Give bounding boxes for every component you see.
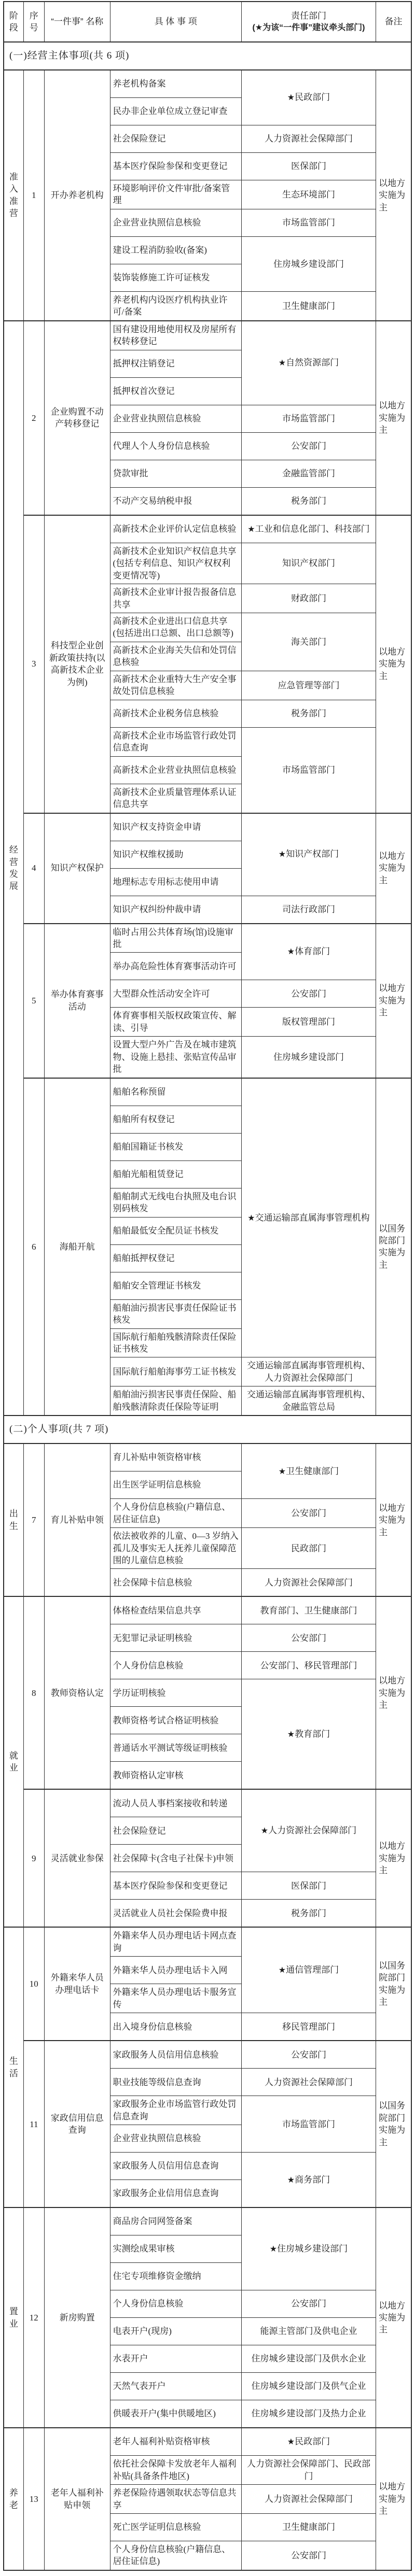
col-header-items: 具 体 事 项	[110, 2, 241, 42]
item-cell: 贷款审批	[110, 460, 241, 487]
dept-cell: ★教育部门	[241, 1679, 376, 1790]
item-cell: 知识产权维权援助	[110, 841, 241, 868]
note-cell: 以地方实施为主	[376, 70, 411, 321]
item-cell: 商品房合同网签备案	[110, 2207, 241, 2235]
item-cell: 社会保障卡(含电子社保卡)申领	[110, 1845, 241, 1872]
stage-cell: 出生	[4, 1443, 23, 1596]
item-cell: 养老机构内设医疗机构执业许可/备案	[110, 291, 241, 320]
item-cell: 无犯罪记录证明核验	[110, 1624, 241, 1652]
dept-cell: ★通信管理部门	[241, 1927, 376, 2013]
item-cell: 社会保险登记	[110, 125, 241, 153]
item-cell: 地理标志专用标志使用申请	[110, 868, 241, 896]
item-cell: 国际航行船舶残骸清除责任保险证书核发	[110, 1328, 241, 1357]
stage-cell: 生活	[4, 1927, 23, 2207]
dept-cell: 住房城乡建设部门	[241, 236, 376, 291]
dept-cell: 市场监管部门	[241, 2096, 376, 2153]
one-thing-name-cell: 灵活就业参保	[44, 1789, 110, 1927]
item-cell: 个人身份信息核验	[110, 1652, 241, 1679]
item-cell: 社会保险登记	[110, 1817, 241, 1845]
lead-dept-star-icon: ★	[287, 93, 295, 103]
lead-dept-star-icon: ★	[287, 1730, 295, 1739]
item-cell: 家政服务企业市场监管行政处罚信息查询	[110, 2096, 241, 2125]
dept-cell: 版权管理部门	[241, 1008, 376, 1037]
item-row	[4, 515, 411, 543]
dept-cell: 财政部门	[241, 584, 376, 613]
dept-cell: ★知识产权部门	[241, 813, 376, 896]
item-cell: 电表开户(现房)	[110, 2318, 241, 2345]
dept-cell: 税务部门	[241, 487, 376, 515]
item-cell: 出入境身份信息核验	[110, 2013, 241, 2041]
note-cell: 以地方实施为主	[376, 924, 411, 1078]
item-cell: 船舶安全管理证书核发	[110, 1272, 241, 1299]
table-header-row	[4, 2, 411, 42]
item-cell: 学历证明核验	[110, 1679, 241, 1707]
note-cell: 以国务院部门实施为主	[376, 1927, 411, 2041]
row-no-cell: 9	[23, 1789, 44, 1927]
dept-cell: 公安部门	[241, 432, 376, 460]
item-cell: 外籍来华人员办理电话卡网点查询	[110, 1927, 241, 1956]
dept-cell: 公安部门	[241, 2041, 376, 2069]
note-cell: 以地方实施为主	[376, 2428, 411, 2570]
item-row	[4, 1078, 411, 1106]
col-header-dept-subtitle: (★为该“一件事”建议牵头部门)	[252, 23, 365, 32]
item-cell: 体格检查结果信息共享	[110, 1596, 241, 1624]
dept-cell: ★人力资源社会保障部门	[241, 1789, 376, 1872]
item-cell: 家政服务企业信用信息查询	[110, 2180, 241, 2208]
item-cell: 高新技术企业评价认定信息核验	[110, 515, 241, 543]
item-cell: 水表开户	[110, 2345, 241, 2373]
item-cell: 教师资格考试合格证明核验	[110, 1707, 241, 1734]
item-cell: 企业营业执照信息核验	[110, 405, 241, 432]
item-cell: 外籍来华人员办理电话卡服务宣传	[110, 1984, 241, 2013]
one-thing-name-cell: 新房购置	[44, 2207, 110, 2428]
item-cell: 不动产交易纳税申报	[110, 487, 241, 515]
dept-cell: ★住房城乡建设部门	[241, 2207, 376, 2290]
dept-cell: 交通运输部直属海事管理机构、金融监管总局	[241, 1386, 376, 1416]
item-row	[4, 2207, 411, 2235]
item-cell: 企业营业执照信息核验	[110, 209, 241, 236]
item-cell: 依托社会保障卡发放老年人福利补贴(具备条件地区)	[110, 2456, 241, 2485]
dept-cell: 移民管理部门	[241, 2013, 376, 2041]
item-cell: 企业营业执照信息核验	[110, 2125, 241, 2153]
dept-cell: 公安部门	[241, 980, 376, 1008]
dept-cell: 交通运输部直属海事管理机构、人力资源社会保障部门	[241, 1357, 376, 1386]
item-cell: 流动人员人事档案接收和转递	[110, 1789, 241, 1817]
dept-cell: 生态环境部门	[241, 180, 376, 209]
dept-cell: 住房城乡建设部门及热力企业	[241, 2400, 376, 2428]
item-cell: 船舶光船租赁登记	[110, 1160, 241, 1188]
dept-cell: 金融监管部门	[241, 460, 376, 487]
item-cell: 船舶油污损害民事责任保险、船舶残骸清除责任保险等证明	[110, 1386, 241, 1416]
item-cell: 家政服务人员信用信息核验	[110, 2041, 241, 2069]
item-row	[4, 1596, 411, 1624]
item-cell: 高新技术企业质量管理体系认证信息共享	[110, 784, 241, 813]
dept-cell: 医保部门	[241, 153, 376, 180]
row-no-cell: 1	[23, 70, 44, 321]
item-row	[4, 321, 411, 350]
item-cell: 个人身份信息核验	[110, 2290, 241, 2318]
row-no-cell: 5	[23, 924, 44, 1078]
lead-dept-star-icon: ★	[278, 1966, 286, 1975]
note-cell: 以地方实施为主	[376, 2207, 411, 2428]
item-cell: 高新技术企业税务信息核验	[110, 700, 241, 727]
dept-cell: 民政部门	[241, 1528, 376, 1569]
item-cell: 职业技能等级信息查询	[110, 2069, 241, 2096]
dept-cell: 能源主管部门及供电企业	[241, 2318, 376, 2345]
dept-cell: ★交通运输部直属海事管理机构	[241, 1078, 376, 1357]
item-cell: 体育赛事相关版权政策宣传、解读、引导	[110, 1008, 241, 1037]
item-cell: 养老保险待遇领取状态等信息共享	[110, 2485, 241, 2514]
item-cell: 高新技术企业审计报告报备信息共享	[110, 584, 241, 613]
note-cell: 以国务院部门实施为主	[376, 1078, 411, 1416]
row-no-cell: 6	[23, 1078, 44, 1416]
item-cell: 个人身份信息核验(户籍信息、居住证信息)	[110, 1499, 241, 1528]
one-thing-name-cell: 育儿补贴申领	[44, 1443, 110, 1596]
item-cell: 知识产权纠纷仲裁申请	[110, 896, 241, 924]
item-cell: 社会保障卡信息核验	[110, 1569, 241, 1597]
item-cell: 船舶最低安全配员证书核发	[110, 1217, 241, 1244]
lead-dept-star-icon: ★	[269, 2245, 278, 2254]
item-cell: 高新技术企业知识产权信息共享(包括专利信息、知识产权权利变更情况等)	[110, 543, 241, 584]
dept-cell: 司法行政部门	[241, 896, 376, 924]
dept-cell: ★卫生健康部门	[241, 1443, 376, 1499]
item-cell: 死亡医学证明信息核验	[110, 2514, 241, 2541]
item-row	[4, 924, 411, 953]
col-header-note: 备注	[376, 2, 411, 42]
item-cell: 抵押权首次登记	[110, 377, 241, 405]
lead-dept-star-icon: ★	[247, 525, 255, 534]
dept-cell: 住房城乡建设部门及供水企业	[241, 2345, 376, 2373]
one-thing-name-cell: 家政信用信息查询	[44, 2041, 110, 2207]
dept-cell: 医保部门	[241, 1872, 376, 1900]
note-cell: 以地方实施为主	[376, 813, 411, 924]
item-cell: 养老机构备案	[110, 70, 241, 98]
item-cell: 家政服务人员信用信息查询	[110, 2153, 241, 2180]
item-cell: 船舶制式无线电台执照及电台识别码核发	[110, 1188, 241, 1217]
item-cell: 高新技术企业重特大生产安全事故处罚信息核验	[110, 671, 241, 700]
item-row	[4, 2041, 411, 2069]
stage-cell: 就业	[4, 1596, 23, 1927]
dept-cell: 公安部门	[241, 1499, 376, 1528]
item-cell: 依法被收养的儿童、0—3 岁纳入孤儿及事实无人抚养儿童保障范围的儿童信息核验	[110, 1528, 241, 1569]
one-thing-name-cell: 知识产权保护	[44, 813, 110, 924]
dept-cell: 人力资源社会保障部门、民政部门	[241, 2456, 376, 2485]
item-cell: 出生医学证明信息核验	[110, 1471, 241, 1499]
col-header-dept	[241, 2, 376, 42]
lead-dept-star-icon: ★	[260, 1827, 269, 1836]
dept-cell: 人力资源社会保障部门	[241, 2069, 376, 2096]
dept-cell: 公安部门	[241, 2541, 376, 2570]
item-cell: 抵押权注销登记	[110, 350, 241, 377]
dept-cell: 卫生健康部门	[241, 291, 376, 320]
dept-cell: 人力资源社会保障部门	[241, 125, 376, 153]
dept-cell: ★商务部门	[241, 2153, 376, 2208]
item-cell: 实测绘成果审核	[110, 2235, 241, 2263]
row-no-cell: 8	[23, 1596, 44, 1789]
item-cell: 老年人福利补贴资格审核	[110, 2428, 241, 2456]
item-row	[4, 70, 411, 98]
dept-cell: 人力资源社会保障部门	[241, 1569, 376, 1597]
dept-cell: 市场监管部门	[241, 727, 376, 813]
dept-cell: 应急管理等部门	[241, 671, 376, 700]
item-cell: 船舶国籍证书核发	[110, 1133, 241, 1160]
dept-cell: 公安部门、移民管理部门	[241, 1652, 376, 1679]
item-cell: 供暖表开户(集中供暖地区)	[110, 2400, 241, 2428]
note-cell: 以国务院部门实施为主	[376, 2041, 411, 2207]
note-cell: 以地方实施为主	[376, 1596, 411, 1789]
stage-cell: 经营发展	[4, 321, 23, 1416]
item-row	[4, 1443, 411, 1471]
item-cell: 普通话水平测试等级证明核验	[110, 1734, 241, 1762]
item-cell: 个人身份信息核验(户籍信息、居住证信息)	[110, 2541, 241, 2570]
item-cell: 基本医疗保险参保和变更登记	[110, 1872, 241, 1900]
item-cell: 国际航行船舶海事劳工证书核发	[110, 1357, 241, 1386]
col-header-stage: 阶段	[4, 2, 23, 42]
stage-cell: 养老	[4, 2428, 23, 2570]
lead-dept-star-icon: ★	[278, 359, 286, 368]
item-row	[4, 813, 411, 841]
dept-cell: 人力资源社会保障部门	[241, 2485, 376, 2514]
lead-dept-star-icon: ★	[287, 947, 295, 957]
dept-cell: 知识产权部门	[241, 543, 376, 584]
dept-cell: 公安部门	[241, 2290, 376, 2318]
row-no-cell: 13	[23, 2428, 44, 2570]
lead-dept-star-icon: ★	[278, 1467, 286, 1476]
section-header-row	[4, 1416, 411, 1443]
dept-cell: 市场监管部门	[241, 405, 376, 432]
dept-cell: ★民政部门	[241, 2428, 376, 2456]
item-cell: 举办高危险性体育赛事活动许可	[110, 953, 241, 980]
item-cell: 高新技术企业海关失信和处罚信息核验	[110, 642, 241, 671]
one-thing-name-cell: 老年人福利补贴申领	[44, 2428, 110, 2570]
item-cell: 天然气表开户	[110, 2373, 241, 2400]
item-cell: 船舶名称预留	[110, 1078, 241, 1106]
dept-cell: 教育部门、卫生健康部门	[241, 1596, 376, 1624]
lead-dept-star-icon: ★	[287, 2438, 295, 2447]
row-no-cell: 3	[23, 515, 44, 813]
item-cell: 船舶所有权登记	[110, 1106, 241, 1133]
item-row	[4, 2428, 411, 2456]
dept-cell: 公安部门	[241, 1624, 376, 1652]
item-cell: 环境影响评价文件审批/备案管理	[110, 180, 241, 209]
item-cell: 高新技术企业市场监管行政处罚信息查询	[110, 727, 241, 756]
dept-cell: 税务部门	[241, 700, 376, 727]
lead-dept-star-icon: ★	[247, 1213, 255, 1223]
section-header-row	[4, 42, 411, 70]
item-cell: 建设工程消防验收(备案)	[110, 236, 241, 264]
dept-cell: ★体育部门	[241, 924, 376, 980]
item-row	[4, 1927, 411, 1956]
item-cell: 船舶抵押权登记	[110, 1244, 241, 1272]
item-cell: 民办非企业单位成立登记审查	[110, 98, 241, 125]
note-cell: 以地方实施为主	[376, 1789, 411, 1927]
item-cell: 高新技术企业进出口信息共享(包括进出口总额、出口总额等)	[110, 613, 241, 642]
dept-cell: 住房城乡建设部门及供气企业	[241, 2373, 376, 2400]
one-thing-name-cell: 开办养老机构	[44, 70, 110, 321]
item-cell: 大型群众性活动安全许可	[110, 980, 241, 1008]
item-cell: 代理人个人身份信息核验	[110, 432, 241, 460]
dept-cell: 卫生健康部门	[241, 2514, 376, 2541]
row-no-cell: 4	[23, 813, 44, 924]
one-thing-name-cell: 企业购置不动产转移登记	[44, 321, 110, 515]
col-header-dept-title: 责任部门	[290, 11, 326, 21]
one-thing-name-cell: 海船开航	[44, 1078, 110, 1416]
lead-dept-star-icon: ★	[287, 2175, 295, 2185]
item-cell: 育儿补贴申领资格审核	[110, 1443, 241, 1471]
section-title: (二)个人事项(共 7 项)	[4, 1416, 411, 1443]
note-cell: 以地方实施为主	[376, 1443, 411, 1596]
row-no-cell: 11	[23, 2041, 44, 2207]
note-cell: 以地方实施为主	[376, 515, 411, 813]
item-cell: 基本医疗保险参保和变更登记	[110, 153, 241, 180]
one-thing-name-cell: 教师资格认定	[44, 1596, 110, 1789]
dept-cell: 市场监管部门	[241, 209, 376, 236]
item-cell: 教师资格认定审核	[110, 1762, 241, 1790]
dept-cell: 海关部门	[241, 613, 376, 671]
dept-cell: 住房城乡建设部门	[241, 1037, 376, 1078]
row-no-cell: 2	[23, 321, 44, 515]
col-header-no: 序号	[23, 2, 44, 42]
row-no-cell: 7	[23, 1443, 44, 1596]
row-no-cell: 10	[23, 1927, 44, 2041]
item-cell: 船舶油污损害民事责任保险证书核发	[110, 1299, 241, 1328]
item-cell: 高新技术企业营业执照信息核验	[110, 756, 241, 784]
item-cell: 装饰装修施工许可证核发	[110, 264, 241, 291]
item-cell: 临时占用公共体育场(馆)设施审批	[110, 924, 241, 953]
row-no-cell: 12	[23, 2207, 44, 2428]
one-thing-name-cell: 举办体育赛事活动	[44, 924, 110, 1078]
one-thing-list-table	[3, 1, 412, 2571]
item-cell: 国有建设用地使用权及房屋所有权转移登记	[110, 321, 241, 350]
note-cell: 以地方实施为主	[376, 321, 411, 515]
lead-dept-star-icon: ★	[278, 850, 286, 859]
section-title: (一)经营主体事项(共 6 项)	[4, 42, 411, 70]
dept-cell: ★工业和信息化部门、科技部门	[241, 515, 376, 543]
col-header-name: “一件事” 名称	[44, 2, 110, 42]
item-cell: 外籍来华人员办理电话卡入网	[110, 1957, 241, 1984]
item-cell: 知识产权支持资金申请	[110, 813, 241, 841]
item-cell: 灵活就业人员社会保险费申报	[110, 1900, 241, 1928]
stage-cell: 准入准营	[4, 70, 23, 321]
stage-cell: 置业	[4, 2207, 23, 2428]
dept-cell: ★自然资源部门	[241, 321, 376, 405]
item-cell: 住宅专项维修资金缴纳	[110, 2263, 241, 2290]
item-cell: 设置大型户外广告及在城市建筑物、设施上悬挂、张贴宣传品审批	[110, 1037, 241, 1078]
dept-cell: ★民政部门	[241, 70, 376, 125]
one-thing-name-cell: 外籍来华人员办理电话卡	[44, 1927, 110, 2041]
dept-cell: 税务部门	[241, 1900, 376, 1928]
item-row	[4, 1789, 411, 1817]
one-thing-name-cell: 科技型企业创新政策扶持(以高新技术企业为例)	[44, 515, 110, 813]
